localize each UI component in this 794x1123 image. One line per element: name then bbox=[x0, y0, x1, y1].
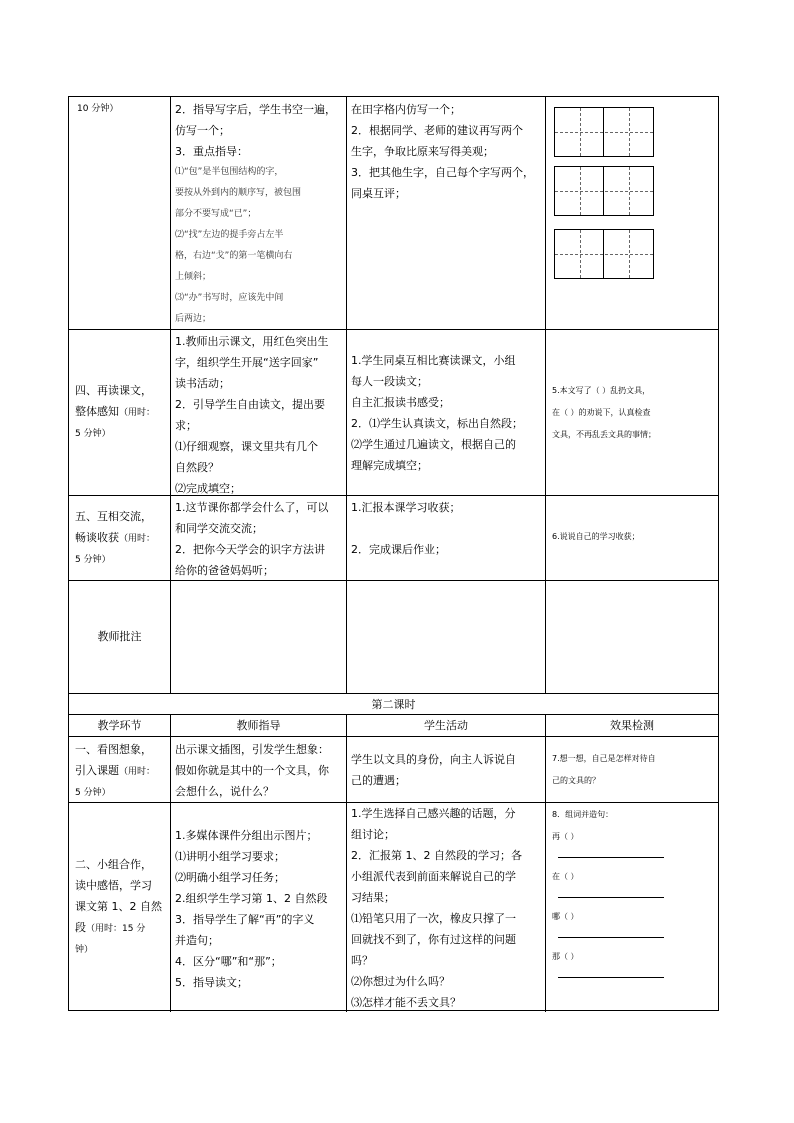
activity-line: 1.学生选择自己感兴趣的话题，分 bbox=[351, 807, 516, 820]
tianzige-grid bbox=[554, 229, 654, 279]
check-line: 己的文具的？ bbox=[552, 776, 600, 785]
activity-line: 2．汇报第 1、2 自然段的学习；各 bbox=[351, 849, 522, 862]
guide-line: 给你的爸爸妈妈听； bbox=[175, 564, 274, 577]
check-cell bbox=[552, 380, 717, 446]
header-text: 教师指导 bbox=[236, 719, 281, 732]
guide-line: 并造句； bbox=[175, 934, 219, 947]
activity-line: ⑵学生通过几遍读文，根据自己的 bbox=[351, 438, 516, 451]
header-text: 教学环节 bbox=[97, 719, 142, 732]
activity-line: 回就找不到了，你有过这样的问题 bbox=[351, 933, 516, 946]
check-cell bbox=[552, 748, 717, 792]
header-activity bbox=[347, 715, 545, 736]
check-line: 5.本文写了（ ）乱扔文具， bbox=[552, 386, 651, 395]
activity-line: 2．⑴学生认真读文，标出自然段； bbox=[351, 417, 523, 430]
stage-cell bbox=[77, 99, 167, 120]
activity-line: 自主汇报读书感受； bbox=[351, 396, 450, 409]
header-text: 学生活动 bbox=[424, 719, 468, 732]
teacher-guide-cell bbox=[175, 331, 345, 499]
student-activity-cell bbox=[351, 749, 545, 791]
check-line: 6.说说自己的学习收获； bbox=[552, 532, 640, 541]
stage-time: 10 分钟） bbox=[77, 104, 119, 114]
activity-line: 吗？ bbox=[351, 954, 373, 967]
guide-line: 上倾斜； bbox=[175, 272, 212, 282]
activity-line: 1.汇报本课学习收获； bbox=[351, 501, 461, 514]
activity-line: 在田字格内仿写一个； bbox=[351, 103, 461, 116]
stage-cell bbox=[75, 496, 170, 580]
stage-time: 5 分钟） bbox=[75, 429, 111, 439]
guide-line: 1.这节课你都学会什么了，可以 bbox=[175, 501, 329, 514]
stage-title: 畅谈收获 bbox=[75, 530, 119, 544]
activity-line: 小组派代表到前面来解说自己的学 bbox=[351, 870, 516, 883]
activity-line: 2．根据同学、老师的建议再写两个 bbox=[351, 124, 523, 137]
stage-title: 读中感悟，学习 bbox=[75, 879, 152, 892]
stage-title: 整体感知 bbox=[75, 405, 119, 418]
check-cell bbox=[552, 526, 717, 548]
header-check bbox=[546, 715, 718, 736]
stage-cell bbox=[75, 330, 170, 495]
activity-line: ⑵你想过为什么吗？ bbox=[351, 975, 450, 988]
activity-line: 己的遭遇； bbox=[351, 774, 406, 787]
student-activity-cell bbox=[351, 497, 545, 560]
activity-line bbox=[351, 518, 545, 539]
activity-line: 3．把其他生字，自己每个字写两个， bbox=[351, 166, 534, 179]
teacher-guide-cell bbox=[175, 739, 345, 802]
activity-line: 每人一段读文； bbox=[351, 375, 428, 388]
header-guide bbox=[171, 715, 346, 736]
column-divider bbox=[545, 97, 546, 693]
guide-line: 2.组织学生学习第 1、2 自然段 bbox=[175, 892, 328, 905]
stage-cell bbox=[75, 739, 170, 804]
activity-line: 1.学生同桌互相比赛读课文，小组 bbox=[351, 354, 516, 367]
stage-title: 五、互相交流， bbox=[75, 509, 152, 523]
guide-line: 2．把你今天学会的识字方法讲 bbox=[175, 543, 325, 556]
stage-time: （用时：15 分 bbox=[86, 924, 146, 934]
column-divider bbox=[170, 97, 171, 693]
check-title: 8．组词并造句： bbox=[552, 810, 614, 819]
teacher-notes-text: 教师批注 bbox=[97, 630, 142, 643]
student-activity-cell bbox=[351, 350, 545, 476]
guide-line: 仿写一个； bbox=[175, 124, 230, 137]
teacher-notes-label bbox=[69, 626, 170, 647]
stage-time: （用时： bbox=[119, 408, 156, 418]
lesson-plan-table bbox=[68, 96, 719, 1011]
stage-title: 四、再读课文， bbox=[75, 384, 152, 397]
guide-line: 部分不要写成“已”； bbox=[175, 209, 257, 219]
activity-line: 理解完成填空； bbox=[351, 459, 428, 472]
guide-line: 4．区分“哪”和“那”； bbox=[175, 955, 282, 968]
stage-cell bbox=[75, 803, 170, 1012]
guide-line: ⑶“办”书写时，应该先中间 bbox=[175, 293, 284, 303]
student-activity-cell bbox=[351, 99, 545, 204]
guide-line: 求； bbox=[175, 419, 197, 432]
tianzige-grid bbox=[554, 107, 654, 157]
stage-time: （用时： bbox=[119, 767, 156, 777]
activity-line: 2．完成课后作业； bbox=[351, 543, 446, 556]
teacher-guide-cell bbox=[175, 497, 345, 581]
word-blank: 那（ ） bbox=[552, 952, 579, 961]
activity-line: ⑴铅笔只用了一次，橡皮只撑了一 bbox=[351, 912, 516, 925]
guide-line: 2．引导学生自由读文，提出要 bbox=[175, 398, 325, 411]
guide-line: ⑵“找”左边的提手旁占左半 bbox=[175, 230, 284, 240]
guide-line: ⑵明确小组学习任务； bbox=[175, 871, 285, 884]
guide-line: 5．指导读文； bbox=[175, 976, 248, 989]
guide-line: 后两边； bbox=[175, 314, 212, 324]
stage-title: 一、看图想象， bbox=[75, 743, 152, 756]
answer-line bbox=[558, 856, 664, 858]
row-divider bbox=[69, 736, 718, 737]
tianzige-grid bbox=[554, 166, 654, 216]
section-title bbox=[69, 694, 718, 715]
stage-time: （用时： bbox=[119, 533, 156, 544]
student-activity-cell bbox=[351, 803, 545, 1013]
guide-line: 1.教师出示课文，用红色突出生 bbox=[175, 335, 329, 348]
guide-line: 会想什么，说什么？ bbox=[175, 785, 274, 798]
activity-line: 组讨论； bbox=[351, 828, 395, 841]
column-divider bbox=[346, 97, 347, 693]
guide-line: ⑴仔细观察，课文里共有几个 bbox=[175, 440, 318, 453]
check-line: 文具，不再乱丢文具的事情； bbox=[552, 430, 656, 439]
check-cell bbox=[552, 804, 717, 986]
word-blank: 哪（ ） bbox=[552, 912, 579, 921]
answer-line bbox=[558, 936, 664, 938]
activity-line: 学生以文具的身份，向主人诉说自 bbox=[351, 753, 516, 766]
guide-line: 2．指导写字后，学生书空一遍， bbox=[175, 103, 336, 116]
section-title-text: 第二课时 bbox=[371, 698, 416, 711]
header-stage bbox=[69, 715, 170, 736]
guide-line: 假如你就是其中的一个文具，你 bbox=[175, 764, 329, 777]
check-line: 在（ ）的劝说下，认真检查 bbox=[552, 408, 651, 417]
guide-line: 3．重点指导： bbox=[175, 145, 248, 158]
check-line: 7.想一想，自己是怎样对待自 bbox=[552, 754, 656, 763]
word-blank: 再（ ） bbox=[552, 832, 579, 841]
guide-line: ⑴讲明小组学习要求； bbox=[175, 850, 285, 863]
activity-line: 同桌互评； bbox=[351, 187, 406, 200]
stage-time: 5 分钟） bbox=[75, 788, 111, 798]
stage-title: 引入课题 bbox=[75, 764, 119, 777]
guide-line: ⑴“包”是半包围结构的字， bbox=[175, 167, 284, 177]
guide-line: 自然段？ bbox=[175, 461, 219, 474]
guide-line: ⑵完成填空； bbox=[175, 482, 241, 495]
guide-line: 要按从外到内的顺序写，被包围 bbox=[175, 188, 302, 198]
guide-line: 1.多媒体课件分组出示图片； bbox=[175, 829, 318, 842]
activity-line: ⑶怎样才能不丢文具？ bbox=[351, 996, 461, 1009]
column-divider bbox=[170, 714, 171, 1012]
guide-line: 字，组织学生开展“送字回家” bbox=[175, 356, 319, 369]
answer-line bbox=[558, 976, 664, 978]
stage-time: 钟） bbox=[75, 945, 94, 955]
teacher-guide-cell bbox=[175, 99, 345, 330]
row-divider bbox=[69, 580, 718, 581]
guide-line: 格，右边“戈”的第一笔横向右 bbox=[175, 251, 293, 261]
header-text: 效果检测 bbox=[610, 719, 654, 732]
stage-title: 课文第 1、2 自然 bbox=[75, 900, 162, 913]
guide-line: 读书活动； bbox=[175, 377, 230, 390]
word-blank: 在（ ） bbox=[552, 872, 579, 881]
stage-title: 段 bbox=[75, 921, 86, 934]
stage-time: 5 分钟） bbox=[75, 554, 111, 565]
column-divider bbox=[346, 714, 347, 1012]
activity-line: 习结果； bbox=[351, 891, 395, 904]
guide-line: 和同学交流交流； bbox=[175, 522, 263, 535]
answer-line bbox=[558, 896, 664, 898]
guide-line: 出示课文插图，引发学生想象： bbox=[175, 743, 329, 756]
activity-line: 生字，争取比原来写得美观； bbox=[351, 145, 494, 158]
stage-title: 二、小组合作， bbox=[75, 858, 152, 871]
teacher-guide-cell bbox=[175, 825, 345, 993]
guide-line: 3．指导学生了解“再”的字义 bbox=[175, 913, 315, 926]
column-divider bbox=[545, 714, 546, 1012]
